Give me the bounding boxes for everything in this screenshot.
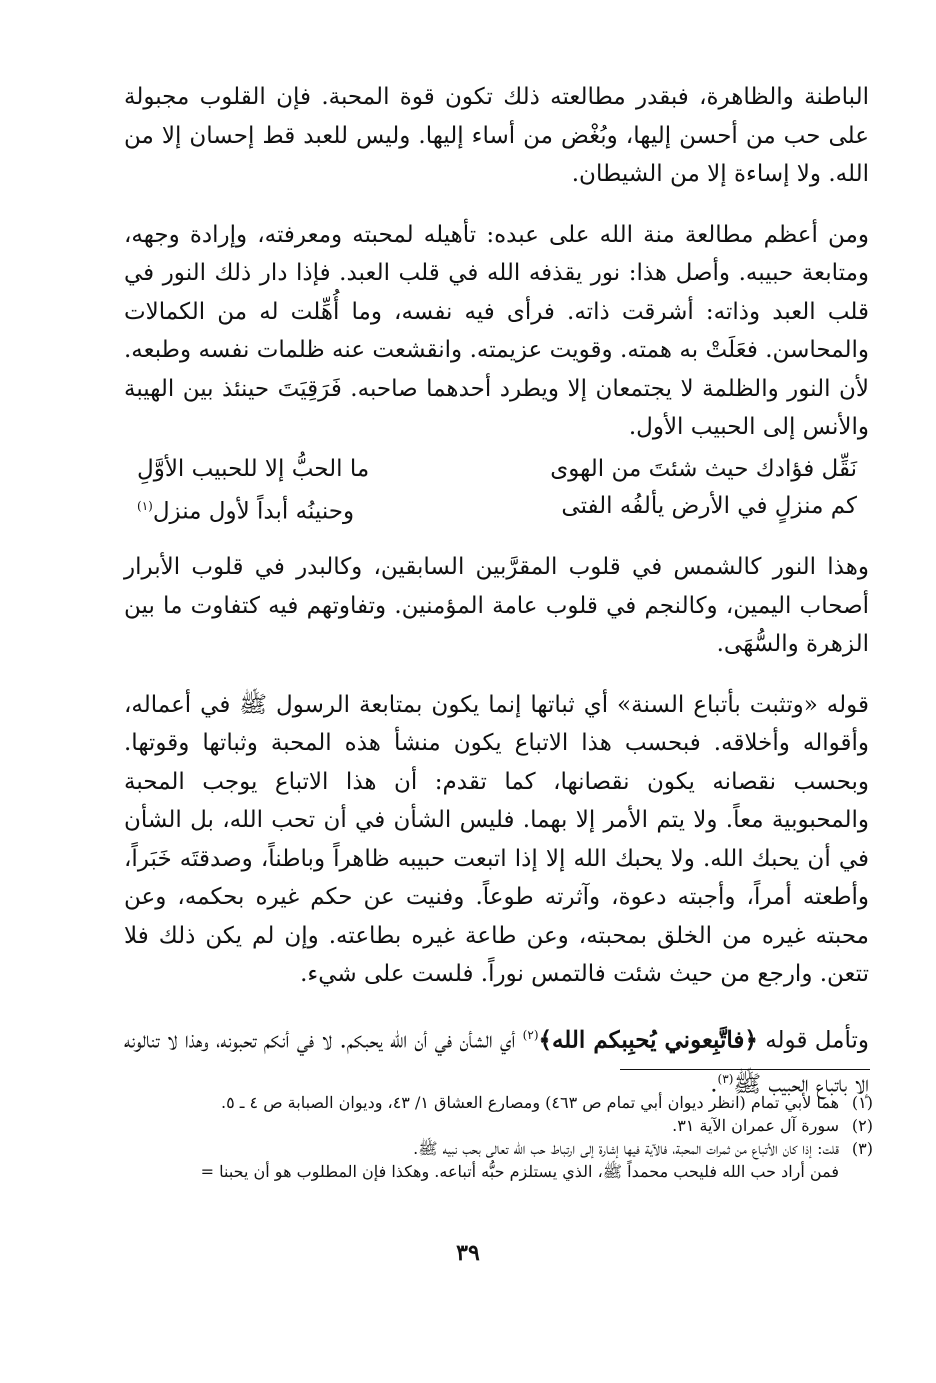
footnotes bbox=[118, 1091, 873, 1183]
footnote-marker: (٣) bbox=[717, 1071, 734, 1086]
paragraph-text: وتأمل قوله bbox=[757, 1027, 870, 1054]
verse-text: وحنينُه أبداً لأول منزل bbox=[152, 498, 355, 525]
footnote-3 bbox=[118, 1137, 873, 1160]
paragraph-text: أي الشأن في أن الله يحبكم. لا في أنكم تحبونه، وهذا لا تنالونه إلا باتباع الحبيب ﷺ bbox=[124, 1027, 869, 1098]
footnote-text: هما لأبي تمام (انظر ديوان أبي تمام ص ٤٦٣) ومصارع العشاق ١/ ٤٣، وديوان الصبابة ص ٤ ـ ٥. bbox=[221, 1093, 839, 1112]
footnote-text: قلت: إذا كان الأتباع من ثمرات المحبة، فالآية فيها إشارة إلى ارتباط حب الله تعالى بحب نبيه ﷺ. bbox=[413, 1139, 839, 1158]
footnote-divider bbox=[620, 1069, 870, 1070]
verse-hemistich-right: كم منزلٍ في الأرض يألفُه الفتى bbox=[561, 492, 857, 519]
footnote-text: سورة آل عمران الآية ٣١. bbox=[672, 1116, 839, 1135]
paragraph: وهذا النور كالشمس في قلوب المقرَّبين السابقين، وكالبدر في قلوب الأبرار أصحاب اليمين، وكالنجم في قلوب عامة المؤمنين. وتفاوتهم فيه كتفاوت ما بين الزهرة والسُّهَى. bbox=[124, 554, 869, 658]
page-number: ٣٩ bbox=[456, 1240, 480, 1266]
verse-line-2 bbox=[137, 488, 857, 531]
footnote-number: (٢) bbox=[851, 1116, 873, 1135]
verse-line-1 bbox=[137, 451, 857, 488]
paragraph: الباطنة والظاهرة، فبقدر مطالعته ذلك تكون قوة المحبة. فإن القلوب مجبولة على حب من أحسن إليها، وبُغْض من أساء إليها. وليس للعبد قط إحسان إلا من الله. ولا إساءة إلا من الشيطان. bbox=[124, 84, 869, 187]
paragraph-text: . bbox=[710, 1071, 718, 1098]
verse-hemistich-left bbox=[137, 488, 354, 531]
footnote-2 bbox=[118, 1114, 873, 1137]
verse-hemistich-right: نَقِّل فؤادك حيث شئتَ من الهوى bbox=[550, 455, 857, 482]
footnote-marker: (٢) bbox=[522, 1027, 539, 1042]
poem-verse bbox=[137, 451, 857, 531]
verse-hemistich-left: ما الحبُّ إلا للحبيب الأوَّلِ bbox=[137, 455, 370, 482]
paragraph: قوله «وتثبت بأتباع السنة» أي ثباتها إنما يكون بمتابعة الرسول ﷺ في أعماله، وأقواله وأخلاقه. فبحسب هذا الاتباع يكون منشأ هذه المحبة وثباتها وقوتها. وبحسب نقصانه يكون نقصانها، كما تقدم: أن هذا الاتباع يوجب المحبة والمحبوبية معاً. ولا يتم الأمر إلا بهما. فليس الشأن في أن تحب الله، بل الشأن في أن يحبك الله. ولا يحبك الله إلا إذا اتبعت حبيبه ظاهراً وباطناً، وصدقتَه خَبَراً، وأطعته أمراً، وأجبته دعوة، وآثرته طوعاً. وفنيت عن حكم غيره بحكمه، وعن محبته غيره من الخلق بمحبته، وعن طاعة غيره بطاعته. وإن لم يكن ذلك فلا تتعن. وارجع من حيث شئت فالتمس نوراً. فلست على شيء. bbox=[124, 691, 870, 988]
footnote-1 bbox=[118, 1091, 873, 1114]
footnote-number: (٣) bbox=[851, 1139, 873, 1158]
footnote-continuation: فمن أراد حب الله فليحب محمداً ﷺ، الذي يستلزم حبُّه أتباعه. وهكذا فإن المطلوب هو أن يحبنا = bbox=[200, 1162, 839, 1181]
footnote-number: (١) bbox=[851, 1093, 873, 1112]
paragraph: ومن أعظم مطالعة منة الله على عبده: تأهيله لمحبته ومعرفته، وإرادة وجهه، ومتابعة حبيبه. وأصل هذا: نور يقذفه الله في قلب العبد. فإذا دار ذلك النور في قلب العبد وذاته: أشرقت ذاته. فرأى فيه نفسه، وما أُهِّلت له من الكمالات والمحاسن. فعَلَتْ به همته. وقويت عزيمته. وانقشعت عنه ظلمات نفسه وطبعه. لأن النور والظلمة لا يجتمعان إلا ويطرد أحدهما صاحبه. فَرَقِيَتَ حينئذ بين الهيبة والأنس إلى الحبيب الأول. bbox=[124, 221, 869, 440]
main-text bbox=[124, 78, 869, 1126]
footnote-marker: (١) bbox=[137, 498, 153, 513]
quran-quote: ﴿فاتَّبِعوني يُحبِبكم الله﴾ bbox=[538, 1026, 758, 1054]
